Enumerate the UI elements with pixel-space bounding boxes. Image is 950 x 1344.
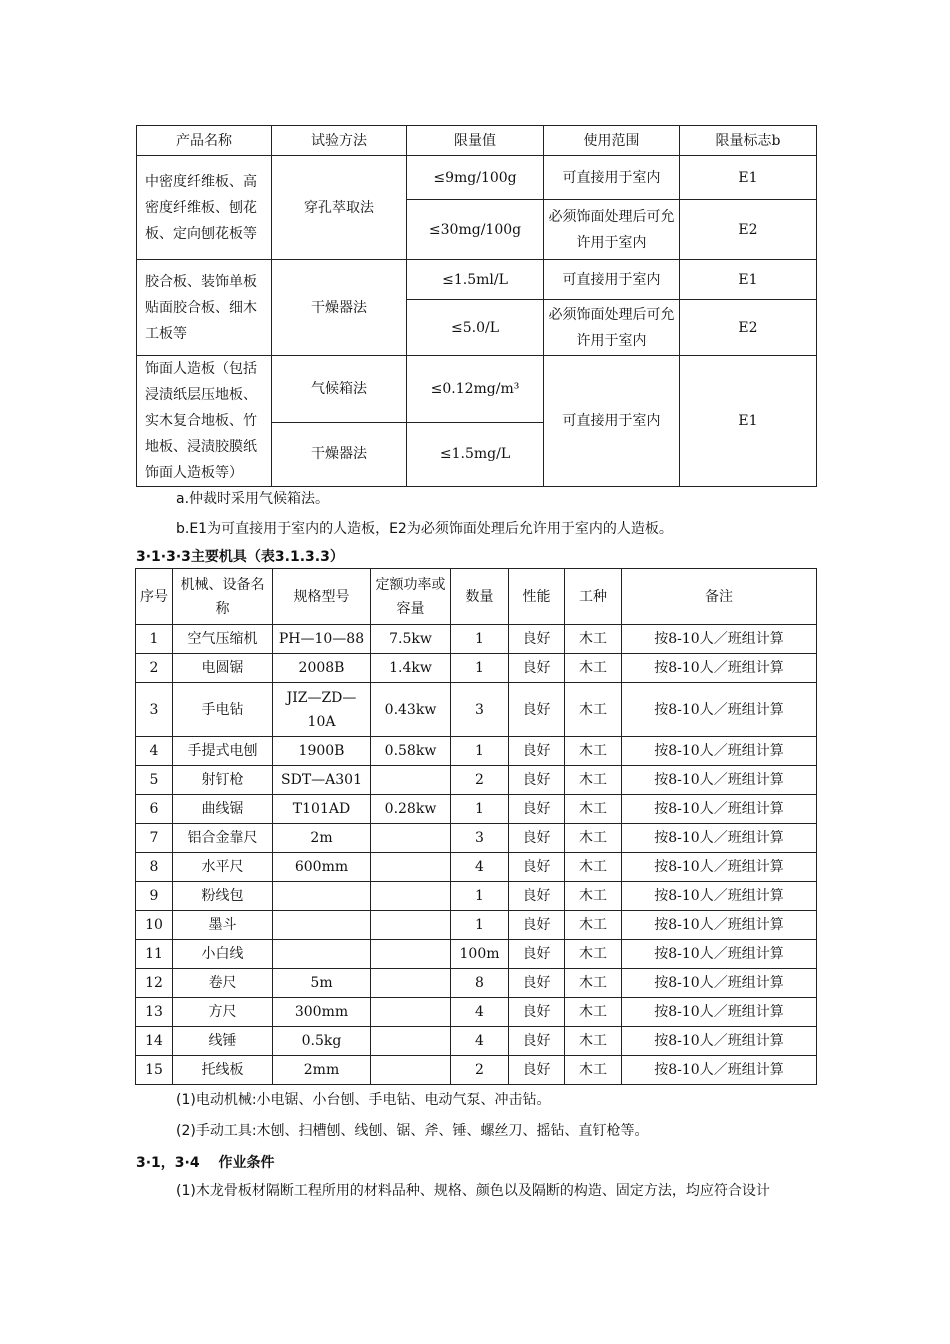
header-cell: 规格型号 [273,569,371,625]
equipment-name-cell: 粉线包 [173,882,273,911]
seq-cell: 6 [136,795,173,824]
remark-cell: 按8-10人／班组计算 [622,1056,817,1085]
condition-cell: 良好 [509,625,565,654]
header-cell: 试验方法 [272,126,407,156]
mark-cell: E1 [680,356,817,487]
trade-cell: 木工 [565,998,622,1027]
quantity-cell: 4 [451,998,509,1027]
condition-cell: 良好 [509,654,565,683]
quantity-cell: 1 [451,911,509,940]
condition-cell: 良好 [509,940,565,969]
model-cell [273,940,371,969]
table-row [136,998,817,1027]
model-cell: 5m [273,969,371,998]
test-method-cell: 穿孔萃取法 [272,156,407,260]
seq-cell: 11 [136,940,173,969]
model-cell: 300mm [273,998,371,1027]
header-cell: 机械、设备名称 [173,569,273,625]
power-cell [371,882,451,911]
limit-cell: ≤0.12mg/m³ [407,356,544,423]
power-cell: 7.5kw [371,625,451,654]
table-row [136,683,817,737]
equipment-name-cell: 线锤 [173,1027,273,1056]
equipment-name-cell: 墨斗 [173,911,273,940]
quantity-cell: 3 [451,824,509,853]
equipment-name-cell: 手电钻 [173,683,273,737]
power-cell: 0.28kw [371,795,451,824]
table-header-row [137,126,817,156]
product-name-cell: 饰面人造板（包括浸渍纸层压地板、实木复合地板、竹地板、浸渍胶膜纸饰面人造板等） [137,356,272,487]
limit-cell: ≤5.0/L [407,300,544,356]
remark-cell: 按8-10人／班组计算 [622,824,817,853]
seq-cell: 14 [136,1027,173,1056]
trade-cell: 木工 [565,683,622,737]
condition-cell: 良好 [509,998,565,1027]
model-cell: PH—10—88 [273,625,371,654]
equipment-name-cell: 卷尺 [173,969,273,998]
table-row [136,625,817,654]
trade-cell: 木工 [565,911,622,940]
equipment-name-cell: 曲线锯 [173,795,273,824]
scope-cell: 可直接用于室内 [544,356,680,487]
quantity-cell: 4 [451,1027,509,1056]
table-note-a: a.仲裁时采用气候箱法。 [176,491,330,507]
header-cell: 工种 [565,569,622,625]
seq-cell: 10 [136,911,173,940]
power-cell [371,1056,451,1085]
table-row [136,766,817,795]
header-cell: 定额功率或容量 [371,569,451,625]
equipment-name-cell: 方尺 [173,998,273,1027]
table-note-b: b.E1为可直接用于室内的人造板，E2为必须饰面处理后允许用于室内的人造板。 [176,521,673,537]
table-row [136,795,817,824]
limit-cell: ≤30mg/100g [407,200,544,260]
model-cell: 1900B [273,737,371,766]
power-cell [371,998,451,1027]
seq-cell: 4 [136,737,173,766]
trade-cell: 木工 [565,882,622,911]
quantity-cell: 4 [451,853,509,882]
seq-cell: 1 [136,625,173,654]
model-cell: JIZ—ZD—10A [273,683,371,737]
header-cell: 性能 [509,569,565,625]
equipment-name-cell: 托线板 [173,1056,273,1085]
table-row [136,940,817,969]
seq-cell: 9 [136,882,173,911]
quantity-cell: 1 [451,882,509,911]
power-cell: 0.58kw [371,737,451,766]
seq-cell: 15 [136,1056,173,1085]
power-cell: 1.4kw [371,654,451,683]
model-cell: 2m [273,824,371,853]
table-row [136,1027,817,1056]
limit-cell: ≤9mg/100g [407,156,544,200]
tools-table-body [136,625,817,1085]
section-heading-conditions: 3·1，3·4 作业条件 [136,1155,275,1171]
tools-note-manual: (2)手动工具:木刨、扫槽刨、线刨、锯、斧、锤、螺丝刀、摇钻、直钉枪等。 [176,1123,649,1139]
remark-cell: 按8-10人／班组计算 [622,766,817,795]
trade-cell: 木工 [565,625,622,654]
table-row [136,853,817,882]
section-heading-tools: 3·1·3·3主要机具（表3.1.3.3） [136,549,344,565]
seq-cell: 7 [136,824,173,853]
test-method-cell: 干燥器法 [272,422,407,487]
quantity-cell: 1 [451,737,509,766]
quantity-cell: 1 [451,654,509,683]
remark-cell: 按8-10人／班组计算 [622,853,817,882]
model-cell [273,911,371,940]
table-row [137,356,817,423]
scope-cell: 必须饰面处理后可允许用于室内 [544,300,680,356]
model-cell: 0.5kg [273,1027,371,1056]
trade-cell: 木工 [565,1056,622,1085]
table-row [137,156,817,200]
table-row [136,654,817,683]
remark-cell: 按8-10人／班组计算 [622,882,817,911]
condition-cell: 良好 [509,969,565,998]
test-method-cell: 气候箱法 [272,356,407,423]
remark-cell: 按8-10人／班组计算 [622,625,817,654]
product-name-cell: 中密度纤维板、高密度纤维板、刨花板、定向刨花板等 [137,156,272,260]
model-cell: T101AD [273,795,371,824]
seq-cell: 12 [136,969,173,998]
trade-cell: 木工 [565,766,622,795]
trade-cell: 木工 [565,795,622,824]
header-cell: 序号 [136,569,173,625]
condition-cell: 良好 [509,1056,565,1085]
remark-cell: 按8-10人／班组计算 [622,969,817,998]
table-row [137,260,817,300]
trade-cell: 木工 [565,853,622,882]
header-cell: 限量标志b [680,126,817,156]
condition-cell: 良好 [509,853,565,882]
condition-cell: 良好 [509,911,565,940]
scope-cell: 可直接用于室内 [544,156,680,200]
trade-cell: 木工 [565,1027,622,1056]
remark-cell: 按8-10人／班组计算 [622,998,817,1027]
test-method-cell: 干燥器法 [272,260,407,356]
table-row [136,824,817,853]
trade-cell: 木工 [565,824,622,853]
condition-cell: 良好 [509,795,565,824]
seq-cell: 5 [136,766,173,795]
quantity-cell: 1 [451,625,509,654]
power-cell [371,911,451,940]
table-row [136,969,817,998]
mark-cell: E2 [680,200,817,260]
header-cell: 限量值 [407,126,544,156]
quantity-cell: 2 [451,766,509,795]
table-row [136,737,817,766]
scope-cell: 可直接用于室内 [544,260,680,300]
equipment-name-cell: 射钉枪 [173,766,273,795]
model-cell: 2mm [273,1056,371,1085]
quantity-cell: 3 [451,683,509,737]
power-cell [371,940,451,969]
seq-cell: 3 [136,683,173,737]
equipment-name-cell: 小白线 [173,940,273,969]
mark-cell: E1 [680,260,817,300]
seq-cell: 8 [136,853,173,882]
seq-cell: 2 [136,654,173,683]
seq-cell: 13 [136,998,173,1027]
power-cell [371,766,451,795]
header-cell: 使用范围 [544,126,680,156]
conditions-paragraph: (1)木龙骨板材隔断工程所用的材料品种、规格、颜色以及隔断的构造、固定方法，均应符合设计 [176,1183,770,1199]
trade-cell: 木工 [565,969,622,998]
equipment-name-cell: 空气压缩机 [173,625,273,654]
model-cell: 600mm [273,853,371,882]
quantity-cell: 1 [451,795,509,824]
limit-cell: ≤1.5ml/L [407,260,544,300]
condition-cell: 良好 [509,683,565,737]
condition-cell: 良好 [509,1027,565,1056]
power-cell [371,969,451,998]
formaldehyde-limit-table [136,125,817,487]
table-row [136,882,817,911]
quantity-cell: 8 [451,969,509,998]
quantity-cell: 2 [451,1056,509,1085]
product-name-cell: 胶合板、装饰单板贴面胶合板、细木工板等 [137,260,272,356]
table-row [136,1056,817,1085]
model-cell: SDT—A301 [273,766,371,795]
header-cell: 数量 [451,569,509,625]
quantity-cell: 100m [451,940,509,969]
condition-cell: 良好 [509,824,565,853]
model-cell [273,882,371,911]
limit-cell: ≤1.5mg/L [407,422,544,487]
tools-note-electric: (1)电动机械:小电锯、小台刨、手电钻、电动气泵、冲击钻。 [176,1092,551,1108]
header-cell: 产品名称 [137,126,272,156]
mark-cell: E1 [680,156,817,200]
remark-cell: 按8-10人／班组计算 [622,683,817,737]
power-cell: 0.43kw [371,683,451,737]
power-cell [371,853,451,882]
condition-cell: 良好 [509,737,565,766]
power-cell [371,1027,451,1056]
remark-cell: 按8-10人／班组计算 [622,940,817,969]
header-cell: 备注 [622,569,817,625]
remark-cell: 按8-10人／班组计算 [622,911,817,940]
power-cell [371,824,451,853]
equipment-name-cell: 水平尺 [173,853,273,882]
equipment-name-cell: 手提式电刨 [173,737,273,766]
remark-cell: 按8-10人／班组计算 [622,795,817,824]
remark-cell: 按8-10人／班组计算 [622,1027,817,1056]
remark-cell: 按8-10人／班组计算 [622,737,817,766]
condition-cell: 良好 [509,882,565,911]
tools-table [135,568,817,1085]
trade-cell: 木工 [565,737,622,766]
equipment-name-cell: 铝合金靠尺 [173,824,273,853]
remark-cell: 按8-10人／班组计算 [622,654,817,683]
trade-cell: 木工 [565,940,622,969]
condition-cell: 良好 [509,766,565,795]
scope-cell: 必须饰面处理后可允许用于室内 [544,200,680,260]
trade-cell: 木工 [565,654,622,683]
equipment-name-cell: 电圆锯 [173,654,273,683]
table-header-row [136,569,817,625]
model-cell: 2008B [273,654,371,683]
table-row [136,911,817,940]
mark-cell: E2 [680,300,817,356]
